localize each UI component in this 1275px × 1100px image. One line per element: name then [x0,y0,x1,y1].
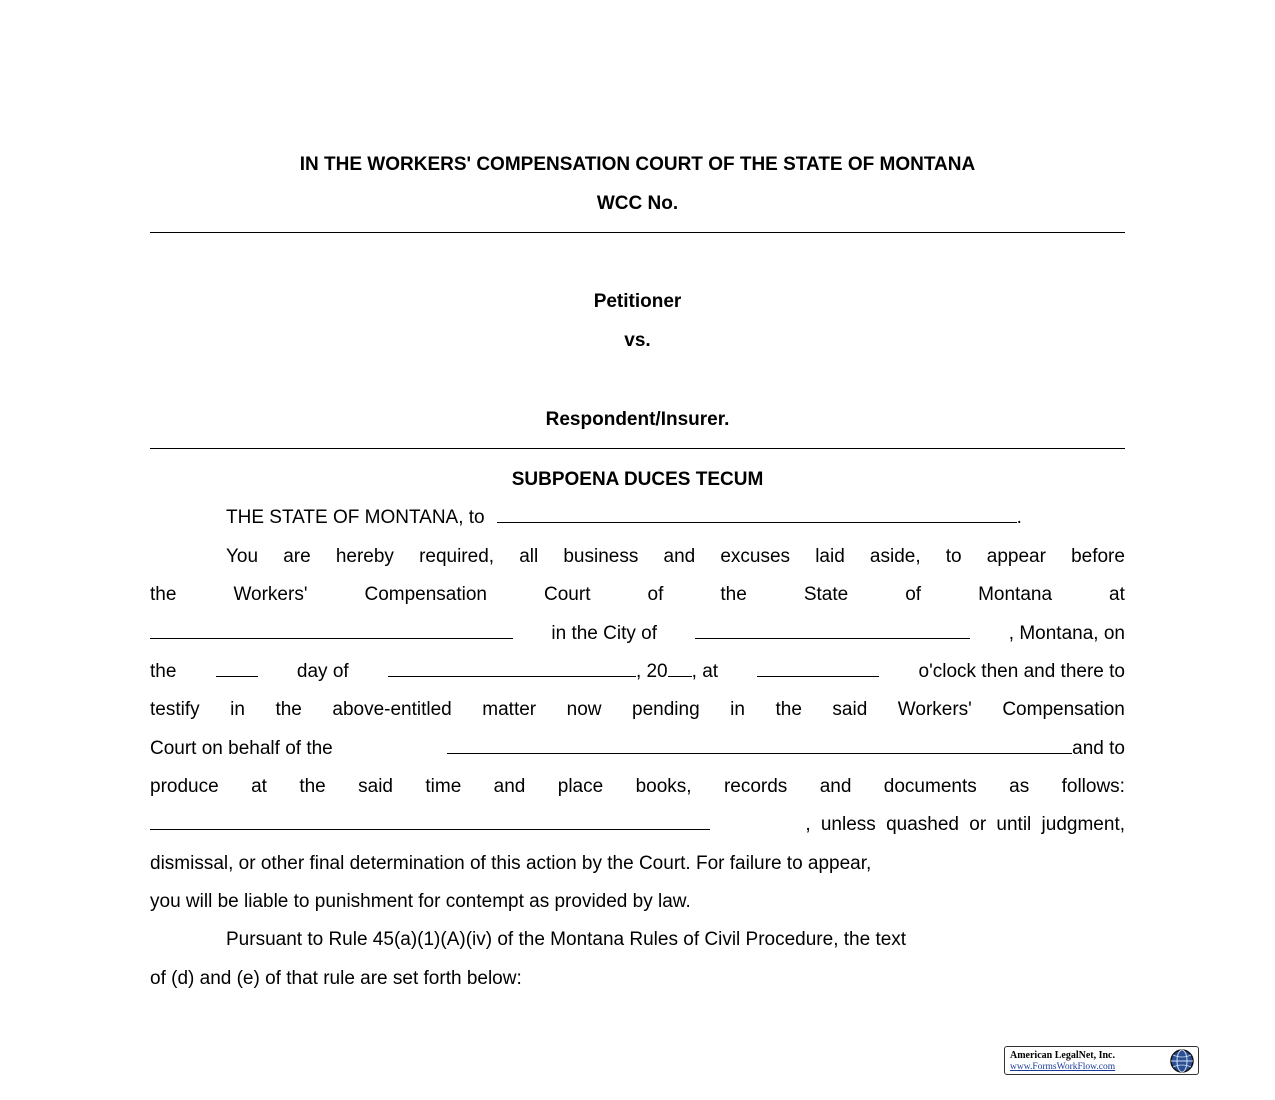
word: Workers' [897,699,972,720]
body-line-5 [150,661,1125,683]
word: books, [635,776,692,797]
body-line-7 [150,738,1125,760]
word: the [150,584,177,605]
divider-bottom [150,448,1125,449]
word: Workers' [233,584,308,605]
body-line-3 [150,584,1125,606]
word: documents [883,776,977,797]
word: Court [544,584,591,605]
word: produce [150,776,219,797]
document-title: SUBPOENA DUCES TECUM [511,469,764,490]
and-to-text: and to [1072,738,1125,759]
word: Compensation [1002,699,1125,720]
respondent-label: Respondent/Insurer. [545,409,730,430]
body-line-4 [150,623,1125,645]
word: hereby [335,546,394,567]
word: Compensation [364,584,487,605]
logo-url-link[interactable]: www.FormsWorkFlow.com [1010,1062,1116,1072]
word: laid [815,546,845,567]
word: above-entitled [332,699,452,720]
american-legalnet-logo[interactable] [1004,1046,1199,1075]
word: said [358,776,393,797]
body-line-8 [150,776,1125,798]
body-line-1 [150,507,1125,529]
word: testify [150,699,200,720]
word: to [945,546,962,567]
word: place [557,776,604,797]
body-line-2 [150,546,1125,568]
globe-icon [1169,1048,1195,1074]
word: appear [986,546,1046,567]
oclock-text: o'clock then and there to [918,661,1125,682]
word: and [663,546,696,567]
addressee-text: THE STATE OF MONTANA, to [226,507,485,528]
word: before [1071,546,1125,567]
party-blank[interactable] [447,752,1072,754]
city-of-text: in the City of [551,623,657,644]
word: the [275,699,302,720]
word: records [723,776,788,797]
body-line-12: Pursuant to Rule 45(a)(1)(A)(iv) of the Montana Rules of Civil Procedure, the text [226,929,907,950]
time-blank[interactable] [757,675,879,677]
word: the [299,776,326,797]
word: in [230,699,245,720]
word: required, [419,546,495,567]
word: matter [482,699,537,720]
case-number-label: WCC No. [596,193,679,214]
word: Montana [978,584,1053,605]
word: and [493,776,526,797]
word: and [819,776,852,797]
month-blank[interactable] [388,675,636,677]
behalf-group [447,738,1125,760]
word: as [1009,776,1030,797]
at-text: , at [691,661,719,682]
word: follows: [1061,776,1125,797]
word: in [730,699,745,720]
body-line-13: of (d) and (e) of that rule are set forth below: [150,968,522,989]
unless-quashed-text: , unless quashed or until judgment, [805,814,1125,835]
word: said [832,699,868,720]
year-prefix-text: , 20 [635,661,668,682]
behalf-text: Court on behalf of the [150,738,333,759]
addressee-end: . [1016,507,1022,528]
word: of [905,584,922,605]
city-blank[interactable] [695,637,970,639]
word: excuses [720,546,791,567]
day-blank[interactable] [216,675,258,677]
word: the [720,584,747,605]
body-line-6 [150,699,1125,721]
word: pending [632,699,700,720]
word: at [1109,584,1125,605]
word: aside, [869,546,921,567]
documents-group [150,828,710,830]
location-blank[interactable] [150,637,513,639]
body-line-11: you will be liable to punishment for contempt as provided by law. [150,891,691,912]
word: You [226,546,259,567]
logo-company-name: American LegalNet, Inc. [1010,1050,1115,1061]
word: time [425,776,462,797]
word: are [283,546,311,567]
body-line-9 [150,814,1125,836]
word: all [519,546,539,567]
the-text: the [150,661,177,682]
divider-top [150,232,1125,233]
word: at [251,776,267,797]
month-year-group [388,661,718,683]
day-of-text: day of [296,661,349,682]
documents-blank[interactable] [150,828,710,830]
year-blank[interactable] [668,675,692,677]
versus-label: vs. [624,330,651,351]
court-heading: IN THE WORKERS' COMPENSATION COURT OF THE STATE OF MONTANA [299,154,976,175]
addressee-blank[interactable] [497,521,1017,523]
word: of [647,584,664,605]
word: State [803,584,849,605]
body-line-10: dismissal, or other final determination of this action by the Court. For failure to appear, [150,853,872,874]
montana-on-text: , Montana, on [1008,623,1125,644]
word: now [566,699,602,720]
word: the [775,699,802,720]
petitioner-label: Petitioner [593,291,682,312]
word: business [563,546,639,567]
